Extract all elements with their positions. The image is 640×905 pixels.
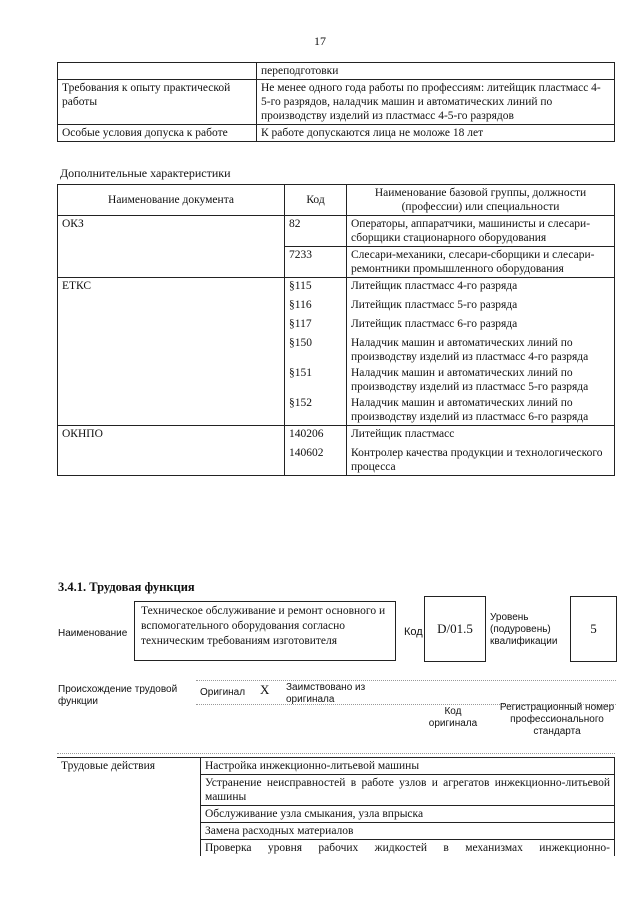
borrowed-label: Заимствовано из оригинала xyxy=(286,682,366,705)
labor-action-item: Настройка инжекционно-литьевой машины xyxy=(201,758,615,775)
cell-name: Наладчик машин и автоматических линий по производству изделий из пластмасс 4-го разряда xyxy=(347,335,615,365)
table-row xyxy=(58,426,615,446)
cell-document: ЕТКС xyxy=(58,278,285,298)
cell-name: Наладчик машин и автоматических линий по производству изделий из пластмасс 5-го разряда xyxy=(347,365,615,395)
row-label xyxy=(58,63,257,80)
table-row xyxy=(58,445,615,476)
page-number: 17 xyxy=(314,34,326,48)
section-title: 3.4.1. Трудовая функция xyxy=(58,580,195,594)
row-value: К работе допускаются лица не моложе 18 лет xyxy=(257,125,615,142)
function-name-box: Техническое обслуживание и ремонт основного и вспомогательного оборудования согласно техническим требованиям изготовителя xyxy=(134,601,396,661)
labor-actions-label: Трудовые действия xyxy=(57,758,201,857)
row-value: переподготовки xyxy=(257,63,615,80)
cell-name: Литейщик пластмасс xyxy=(347,426,615,446)
cell-document xyxy=(58,365,285,395)
header-document: Наименование документа xyxy=(58,185,285,216)
cell-document: ОКНПО xyxy=(58,426,285,446)
cell-code: §116 xyxy=(285,297,347,316)
additional-characteristics-table xyxy=(57,184,615,476)
original-code-label: Код оригинала xyxy=(428,706,478,729)
table-row xyxy=(58,335,615,365)
table-row xyxy=(58,247,615,278)
table-row xyxy=(58,395,615,426)
cell-document xyxy=(58,395,285,426)
table-row xyxy=(58,297,615,316)
labor-action-item: Обслуживание узла смыкания, узла впрыска xyxy=(201,806,615,823)
row-label: Особые условия допуска к работе xyxy=(58,125,257,142)
additional-characteristics-title: Дополнительные характеристики xyxy=(60,166,231,180)
qualification-level-box: 5 xyxy=(570,596,617,662)
cell-code: 140602 xyxy=(285,445,347,476)
cell-code: 82 xyxy=(285,216,347,247)
table-row xyxy=(58,365,615,395)
cell-code: §152 xyxy=(285,395,347,426)
cell-document xyxy=(58,445,285,476)
origin-label: Происхождение трудовой функции xyxy=(58,684,178,707)
name-label: Наименование xyxy=(58,628,128,639)
cell-name: Наладчик машин и автоматических линий по производству изделий из пластмасс 6-го разряда xyxy=(347,395,615,426)
qualification-requirements-table xyxy=(57,62,615,142)
qualification-level-label: Уровень (подуровень) квалификации xyxy=(490,612,558,647)
header-code: Код xyxy=(285,185,347,216)
table-row xyxy=(58,80,615,125)
cell-document: ОКЗ xyxy=(58,216,285,247)
cell-code: §150 xyxy=(285,335,347,365)
divider xyxy=(57,753,615,754)
cell-code: §151 xyxy=(285,365,347,395)
cell-name: Литейщик пластмасс 5-го разряда xyxy=(347,297,615,316)
original-label: Оригинал xyxy=(200,687,246,698)
registration-number-label: Регистрационный номер профессионального стандарта xyxy=(499,702,615,737)
cell-code: §115 xyxy=(285,278,347,298)
divider xyxy=(196,680,616,681)
function-code-box: D/01.5 xyxy=(424,596,486,662)
table-header-row xyxy=(58,185,615,216)
labor-action-item: Проверка уровня рабочих жидкостей в механизмах инжекционно- xyxy=(201,840,615,857)
code-label: Код xyxy=(404,626,423,638)
table-row xyxy=(58,125,615,142)
cell-name: Литейщик пластмасс 4-го разряда xyxy=(347,278,615,298)
cell-document xyxy=(58,335,285,365)
cell-name: Литейщик пластмасс 6-го разряда xyxy=(347,316,615,335)
cell-code: 7233 xyxy=(285,247,347,278)
row-label: Требования к опыту практической работы xyxy=(58,80,257,125)
header-name: Наименование базовой группы, должности (профессии) или специальности xyxy=(347,185,615,216)
cell-document xyxy=(58,316,285,335)
table-row xyxy=(57,758,615,775)
cell-name: Контролер качества продукции и технологического процесса xyxy=(347,445,615,476)
cell-document xyxy=(58,247,285,278)
table-row xyxy=(58,216,615,247)
cell-code: §117 xyxy=(285,316,347,335)
labor-actions-table xyxy=(57,757,615,856)
cell-name: Слесари-механики, слесари-сборщики и слесари-ремонтники промышленного оборудования xyxy=(347,247,615,278)
cell-name: Операторы, аппаратчики, машинисты и слесари-сборщики стационарного оборудования xyxy=(347,216,615,247)
row-value: Не менее одного года работы по профессиям: литейщик пластмасс 4-5-го разрядов, наладчик машин и автоматических линий по производству изделий из пластмасс 4-5-го разрядов xyxy=(257,80,615,125)
table-row xyxy=(58,63,615,80)
cell-document xyxy=(58,297,285,316)
labor-action-item: Замена расходных материалов xyxy=(201,823,615,840)
original-mark: X xyxy=(260,682,270,697)
table-row xyxy=(58,316,615,335)
table-row xyxy=(58,278,615,298)
cell-code: 140206 xyxy=(285,426,347,446)
labor-action-item: Устранение неисправностей в работе узлов и агрегатов инжекционно-литьевой машины xyxy=(201,775,615,806)
